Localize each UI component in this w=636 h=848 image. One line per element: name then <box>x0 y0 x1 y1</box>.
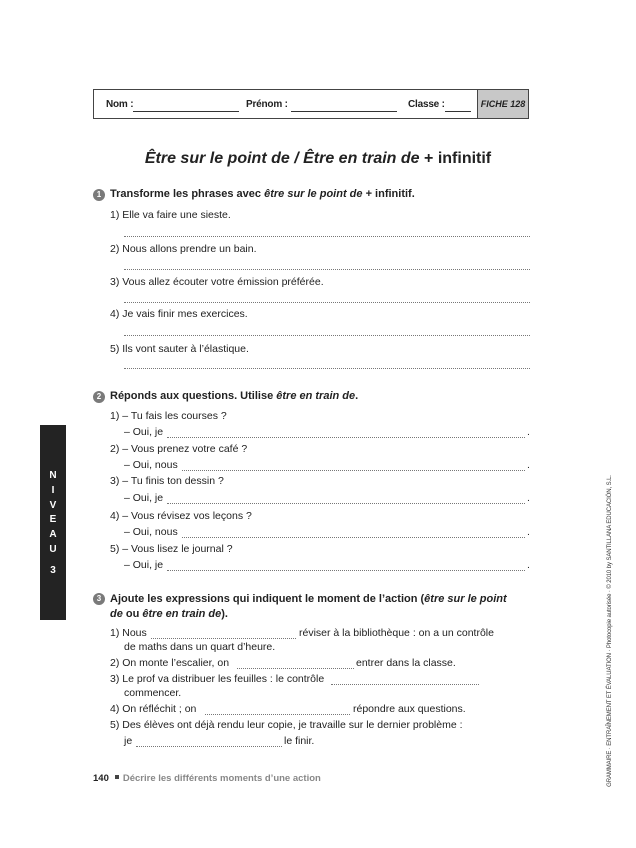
classe-label: Classe : <box>408 99 445 110</box>
instr-emphasis: de <box>110 608 123 620</box>
ex2-answer-label-1: – Oui, je <box>124 426 164 438</box>
footer-description: Décrire les différents moments d’une action <box>122 773 321 784</box>
instr-text: ou <box>122 608 143 620</box>
instr-text: Réponds aux questions. Utilise <box>110 390 277 402</box>
ex3-answer-line-2[interactable] <box>237 668 354 669</box>
side-tab-letter: A <box>49 529 57 540</box>
exercise-2-number: 2 <box>93 391 105 403</box>
ex2-question-4: 4) – Vous révisez vos leçons ? <box>110 510 252 522</box>
ex2-answer-line-3[interactable] <box>167 503 525 504</box>
ex2-answer-line-1[interactable] <box>167 437 525 438</box>
exercise-2-instruction <box>110 390 358 402</box>
period: . <box>527 559 530 571</box>
ex2-answer-label-3: – Oui, je <box>124 492 164 504</box>
title-plus: + infinitif <box>424 150 492 167</box>
ex3-item-5-start: 5) Des élèves ont déjà rendu leur copie, je travaille sur le dernier problème : <box>110 719 463 731</box>
ex1-item-3: 3) Vous allez écouter votre émission préférée. <box>110 276 324 288</box>
ex3-answer-line-5[interactable] <box>136 746 282 747</box>
period: . <box>527 526 530 538</box>
ex2-question-2: 2) – Vous prenez votre café ? <box>110 443 248 455</box>
ex3-item-3-start: 3) Le prof va distribuer les feuilles : le contrôle <box>110 673 325 685</box>
ex2-answer-label-4: – Oui, nous <box>124 526 178 538</box>
ex1-item-1: 1) Elle va faire une sieste. <box>110 209 231 221</box>
ex1-answer-line-2[interactable] <box>124 269 530 270</box>
bullet-square-icon <box>115 775 119 779</box>
ex1-answer-line-5[interactable] <box>124 368 530 369</box>
period: . <box>527 459 530 471</box>
copyright-notice: GRAMMAIRE · ENTRAÎNEMENT ET ÉVALUATION · Photocopie autorisée · © 2010 by SANTILLANA EDUCACIÓN, S.L. <box>607 475 613 787</box>
exercise-3-instruction <box>110 592 520 622</box>
page-title <box>0 150 636 168</box>
instr-text: Ajoute les expressions qui indiquent le moment de l’action ( <box>110 593 425 605</box>
ex1-answer-line-4[interactable] <box>124 335 530 336</box>
instr-text: Transforme les phrases avec <box>110 188 265 200</box>
ex1-answer-line-1[interactable] <box>124 236 530 237</box>
ex2-question-5: 5) – Vous lisez le journal ? <box>110 543 233 555</box>
fiche-badge: FICHE 128 <box>477 90 528 118</box>
classe-field[interactable] <box>445 111 471 112</box>
side-tab-letter: I <box>51 485 55 496</box>
side-tab-letter: E <box>49 514 57 525</box>
ex2-answer-label-2: – Oui, nous <box>124 459 178 471</box>
ex3-item-4-start: 4) On réfléchit ; on <box>110 703 197 715</box>
ex2-answer-line-5[interactable] <box>167 570 525 571</box>
ex3-answer-line-4[interactable] <box>205 714 350 715</box>
title-main: Être sur le point de / Être en train de <box>144 150 420 167</box>
instr-text: + infinitif. <box>362 188 415 200</box>
instr-emphasis: être en train de <box>276 390 356 402</box>
instr-text: ). <box>221 608 228 620</box>
ex2-answer-line-2[interactable] <box>182 470 525 471</box>
ex3-answer-line-3[interactable] <box>331 684 479 685</box>
ex3-item-5-je: je <box>124 735 133 747</box>
ex3-item-3-cont: commencer. <box>124 687 182 699</box>
ex1-answer-line-3[interactable] <box>124 302 530 303</box>
ex2-question-1: 1) – Tu fais les courses ? <box>110 410 227 422</box>
side-tab-letter: U <box>49 544 57 555</box>
ex3-item-5-end: le finir. <box>284 735 315 747</box>
instr-emphasis: être en train de <box>142 608 222 620</box>
ex3-item-4-end: répondre aux questions. <box>353 703 466 715</box>
ex3-item-2-end: entrer dans la classe. <box>356 657 456 669</box>
footer <box>93 773 321 784</box>
ex2-question-3: 3) – Tu finis ton dessin ? <box>110 475 224 487</box>
side-tab-letter: 3 <box>50 565 56 576</box>
exercise-1-number: 1 <box>93 189 105 201</box>
ex2-answer-label-5: – Oui, je <box>124 559 164 571</box>
ex3-item-1-start: 1) Nous <box>110 627 147 639</box>
ex3-answer-line-1[interactable] <box>151 638 296 639</box>
period: . <box>527 426 530 438</box>
ex3-item-1-cont: de maths dans un quart d’heure. <box>124 641 276 653</box>
ex3-item-2-start: 2) On monte l’escalier, on <box>110 657 230 669</box>
header-box <box>93 89 529 119</box>
ex1-item-4: 4) Je vais finir mes exercices. <box>110 308 248 320</box>
page-number: 140 <box>93 773 109 784</box>
prenom-field[interactable] <box>291 111 397 112</box>
niveau-side-tab <box>40 425 66 620</box>
side-tab-letter: N <box>49 470 57 481</box>
instr-text: . <box>355 390 359 402</box>
ex1-item-5: 5) Ils vont sauter à l’élastique. <box>110 343 249 355</box>
prenom-label: Prénom : <box>246 99 288 110</box>
side-tab-letter: V <box>49 500 57 511</box>
exercise-1-instruction <box>110 188 415 200</box>
nom-label: Nom : <box>106 99 134 110</box>
ex3-item-1-end: réviser à la bibliothèque : on a un contrôle <box>299 627 494 639</box>
ex1-item-2: 2) Nous allons prendre un bain. <box>110 243 257 255</box>
exercise-3-number: 3 <box>93 593 105 605</box>
ex2-answer-line-4[interactable] <box>182 537 525 538</box>
period: . <box>527 492 530 504</box>
instr-emphasis: être sur le point de <box>264 188 363 200</box>
nom-field[interactable] <box>133 111 239 112</box>
instr-emphasis: être sur le point <box>424 593 507 605</box>
